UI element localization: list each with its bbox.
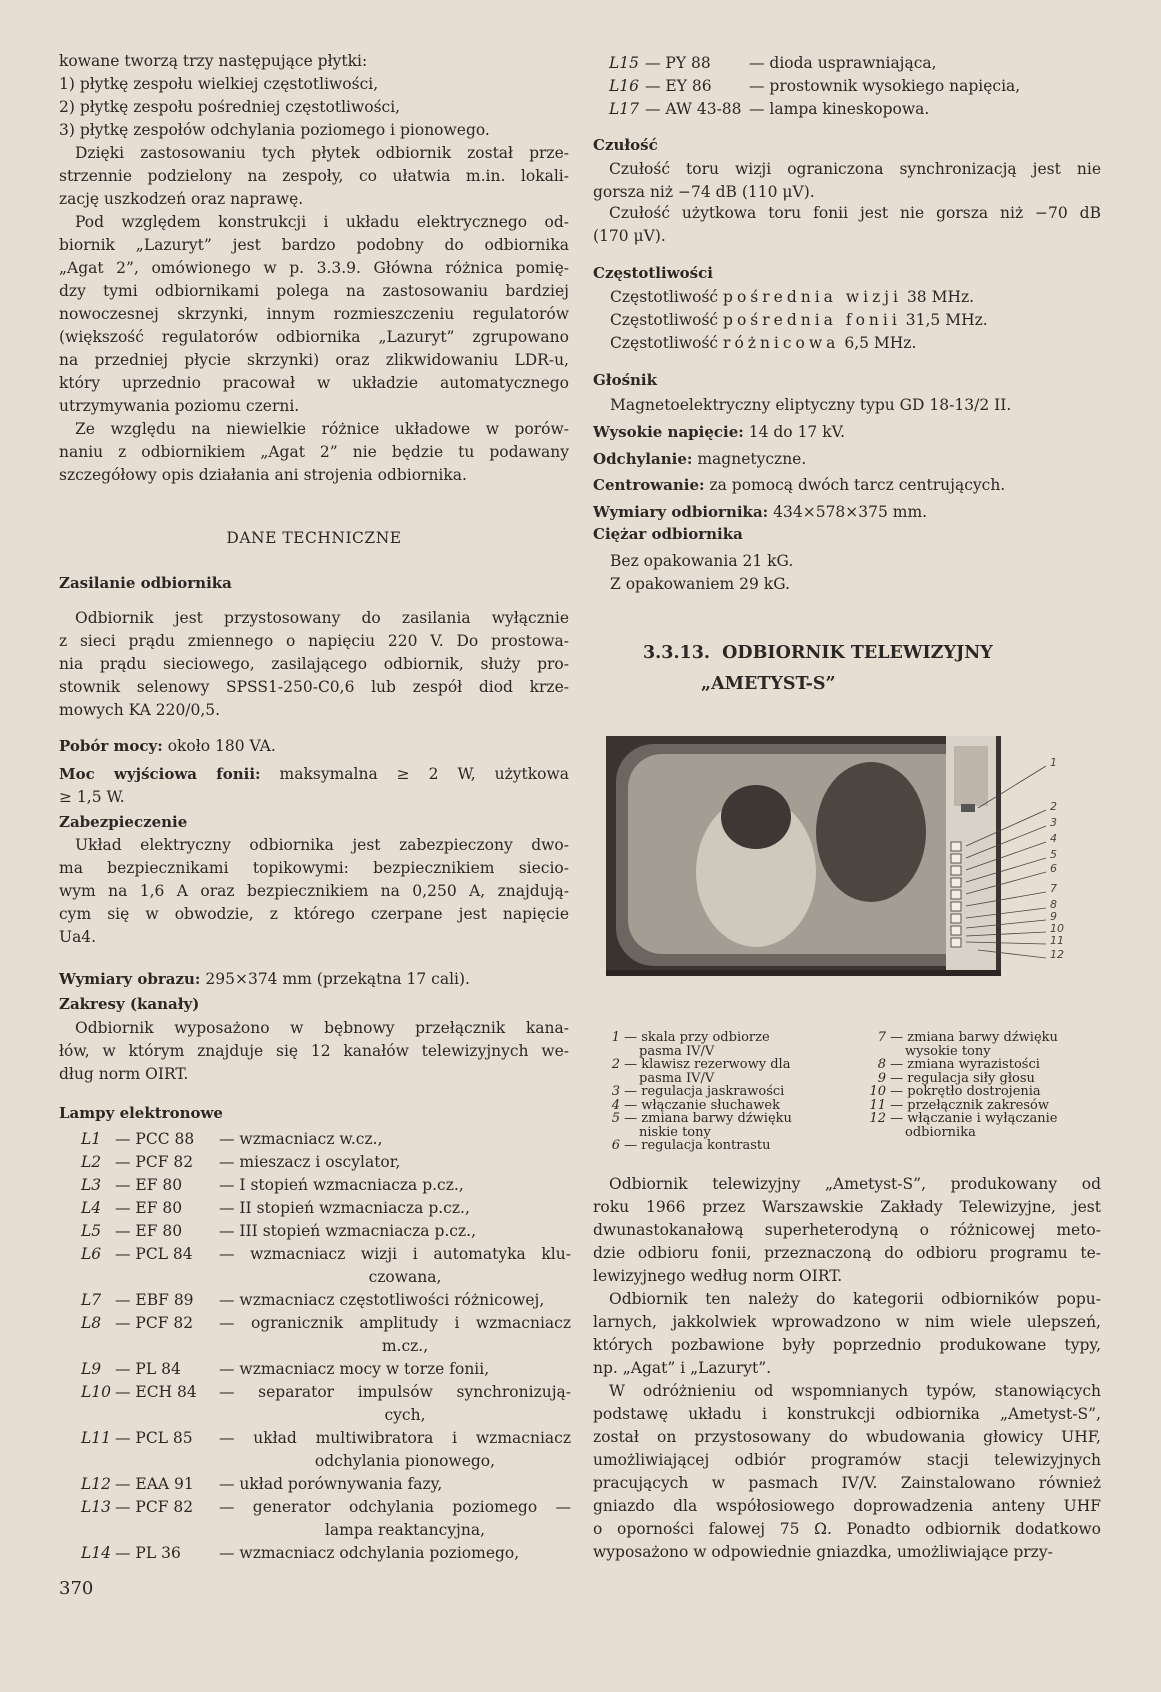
callout-number: 12 [1050, 948, 1064, 961]
caption-item [598, 1126, 853, 1140]
tv-illustration [606, 722, 1096, 984]
caption-number: 9 [877, 1070, 886, 1086]
caption-item: 4 — włączanie słuchawek [598, 1099, 853, 1113]
caption-right [864, 1031, 1104, 1139]
spec-item [593, 446, 1005, 473]
text-line: wym na 1,6 A oraz bezpiecznikiem na 0,250 A, znajdują- [59, 882, 569, 900]
value: 6,5 MHz. [839, 334, 917, 352]
tube-type: — EY 86 [645, 77, 712, 95]
caption-item: 3 — regulacja jaskrawości [598, 1085, 853, 1099]
text-line: Odbiornik wyposażono w bębnowy przełącznik kana- [75, 1019, 569, 1037]
tube-row [81, 1266, 571, 1289]
caption-text: regulacja kontrastu [641, 1138, 771, 1153]
tube-list [81, 1128, 571, 1565]
tube-type: — PCL 84 [115, 1245, 193, 1263]
tube-function: cych, [384, 1406, 426, 1424]
chapter-heading [643, 638, 993, 700]
text-line: których pozbawione były poprzednio produkowane typy, [593, 1336, 1101, 1354]
text-line: pracujących w pasmach IV/V. Zainstalowano również [593, 1474, 1101, 1492]
tube-row [81, 1427, 571, 1450]
text-line: lewizyjnego według norm OIRT. [593, 1267, 843, 1285]
paragraph [593, 1173, 1101, 1288]
tube-designation: L2 [81, 1153, 102, 1171]
tube-type: — EBF 89 [115, 1291, 194, 1309]
tube-type: — ECH 84 [115, 1383, 197, 1401]
caption-number: 1 [611, 1030, 620, 1045]
text-line: strzennie podzielony na zespoły, co ułatwia m.in. lokali- [59, 167, 569, 185]
text-line: kowane tworzą trzy następujące płytki: [59, 52, 368, 70]
tube-function: — dioda usprawniająca, [749, 54, 937, 72]
heading-zasilanie: Zasilanie odbiornika [59, 574, 232, 592]
tube-function: — separator impulsów synchronizują- [219, 1383, 571, 1401]
caption-text: włączanie słuchawek [641, 1097, 780, 1113]
tube-type: — EF 80 [115, 1222, 183, 1240]
text-line: szczegółowy opis działania ani strojenia odbiornika. [59, 466, 467, 484]
text-line: naniu z odbiornikiem „Agat 2” nie będzie tu podawany [59, 443, 569, 461]
text-line: Dzięki zastosowaniu tych płytek odbiornik został prze- [75, 144, 569, 162]
paragraph [59, 418, 569, 487]
text-line: z sieci prądu zmiennego o napięciu 220 V. Do prostowa- [59, 632, 569, 650]
spec-label: Wysokie napięcie: [593, 423, 744, 441]
text-line: utrzymywania poziomu czerni. [59, 397, 300, 415]
caption-text: skala przy odbiorze [641, 1030, 770, 1045]
tube-type: — PCF 82 [115, 1498, 194, 1516]
caption-item [864, 1045, 1104, 1059]
caption-item: 11 — przełącznik zakresów [864, 1099, 1104, 1113]
tube-function: — I stopień wzmacniacza p.cz., [219, 1176, 464, 1194]
caption-item: 12 — włączanie i wyłączanie [864, 1112, 1104, 1126]
text-line: został on przystosowany do wbudowania głowicy UHF, [593, 1428, 1101, 1446]
text-line: łów, w którym znajduje się 12 kanałów telewizyjnych we- [59, 1042, 569, 1060]
tube-row [81, 1519, 571, 1542]
tube-function: — II stopień wzmacniacza p.cz., [219, 1199, 470, 1217]
tube-row [81, 1312, 571, 1335]
spec-label: Pobór mocy: [59, 737, 163, 755]
caption-text: przełącznik zakresów [907, 1097, 1049, 1113]
spec-value: 295×374 mm (przekątna 17 cali). [200, 970, 470, 988]
caption-item: 5 — zmiana barwy dźwięku [598, 1112, 853, 1126]
callout-number: 7 [1050, 882, 1057, 895]
spec-item [593, 499, 1005, 526]
caption-number: 10 [869, 1084, 886, 1099]
paragraph [593, 1288, 1101, 1380]
caption-number: 3 [611, 1084, 620, 1099]
label: Częstotliwość [610, 311, 724, 329]
spec-value: magnetyczne. [692, 449, 807, 468]
caption-text: zmiana barwy dźwięku [907, 1030, 1058, 1045]
tube-designation: L13 [81, 1498, 112, 1516]
tube-designation: L5 [81, 1222, 102, 1240]
callout-number: 8 [1050, 898, 1057, 911]
paragraph [59, 142, 569, 211]
frequency-list [610, 286, 988, 355]
tube-row [81, 1197, 571, 1220]
tube-type: — PL 84 [115, 1360, 181, 1378]
tube-designation: L10 [81, 1383, 112, 1401]
caption-text: pokrętło dostrojenia [907, 1084, 1041, 1099]
heading-ciezar: Ciężar odbiornika [593, 525, 743, 543]
spec-value: około 180 VA. [162, 737, 276, 755]
tube-function: — wzmacniacz częstotliwości różnicowej, [219, 1291, 545, 1309]
tube-list-continued [609, 52, 1099, 121]
tube-type: — PCF 82 [115, 1153, 194, 1171]
tube-designation: L14 [81, 1544, 112, 1562]
text-line: larnych, jakkolwiek wprowadzono w nim wiele ulepszeń, [593, 1313, 1101, 1331]
tube-row [81, 1542, 571, 1565]
paragraph [59, 211, 569, 418]
heading-line1: ODBIORNIK TELEWIZYJNY [722, 643, 993, 663]
caption-number: 11 [869, 1097, 886, 1113]
heading-number: 3.3.13. [643, 643, 710, 663]
caption-item: 9 — regulacja siły głosu [864, 1072, 1104, 1086]
caption-item: 7 — zmiana barwy dźwięku [864, 1031, 1104, 1045]
heading-glosnik: Głośnik [593, 371, 658, 389]
text-line: wyposażono w odpowiednie gniazdka, umożliwiające przy- [593, 1543, 1053, 1561]
text-line: dzie odbioru fonii, przeznaczoną do odbioru programu te- [593, 1244, 1101, 1262]
text-line: 1) płytkę zespołu wielkiej częstotliwości, [59, 75, 379, 93]
caption-item: 2 — klawisz rezerwowy dla [598, 1058, 853, 1072]
frequency-item [610, 332, 988, 355]
tube-type: — PY 88 [645, 54, 711, 72]
tube-function: — lampa kineskopowa. [749, 100, 930, 118]
speaker-spec: Magnetoelektryczny eliptyczny typu GD 18-13/2 II. [610, 396, 1012, 414]
caption-number: 6 [611, 1138, 620, 1153]
tube-designation: L15 [609, 54, 640, 72]
callout-number: 2 [1050, 800, 1057, 813]
spec-item [593, 419, 1005, 446]
tube-type: — EAA 91 [115, 1475, 194, 1493]
caption-item: 8 — zmiana wyrazistości [864, 1058, 1104, 1072]
caption-text: pasma IV/V [639, 1043, 715, 1059]
text-line: Odbiornik ten należy do kategorii odbiorników popu- [609, 1290, 1101, 1308]
tube-function: lampa reaktancyjna, [324, 1521, 486, 1539]
tube-designation: L7 [81, 1291, 102, 1309]
text-line: dług norm OIRT. [59, 1065, 189, 1083]
tube-type: — PL 36 [115, 1544, 181, 1562]
text-line: który uprzednio pracował w układzie automatycznego [59, 374, 569, 392]
caption-number: 8 [877, 1057, 886, 1072]
tube-designation: L3 [81, 1176, 102, 1194]
tube-row [81, 1404, 571, 1427]
spec-label: Centrowanie: [593, 476, 705, 494]
heading-zabezpieczenie: Zabezpieczenie [59, 813, 188, 831]
text-line: Pod względem konstrukcji i układu elektrycznego od- [75, 213, 569, 231]
text-line: stownik selenowy SPSS1-250-C0,6 lub zespół diod krze- [59, 678, 569, 696]
spec-value: 14 do 17 kV. [743, 423, 846, 441]
section-title: DANE TECHNICZNE [226, 529, 402, 547]
spec-pobor [59, 735, 276, 758]
tube-function: odchylania pionowego, [314, 1452, 496, 1470]
caption-text: zmiana wyrazistości [907, 1057, 1040, 1072]
spec-moc [59, 763, 569, 809]
tv-photo [606, 722, 1096, 984]
text-line: umożliwiającej odbiór programów stacji telewizyjnych [593, 1451, 1101, 1469]
caption-text: wysokie tony [905, 1043, 991, 1059]
callout-number: 9 [1050, 910, 1057, 923]
control-buttons [951, 842, 961, 947]
frequency-item [610, 309, 988, 332]
tube-function: — ogranicznik amplitudy i wzmacniacz [219, 1314, 571, 1332]
text-line: roku 1966 przez Warszawskie Zakłady Telewizyjne, jest [593, 1198, 1101, 1216]
caption-text: zmiana barwy dźwięku [641, 1111, 792, 1126]
tube-designation: L17 [609, 100, 640, 118]
paragraph [593, 1380, 1101, 1564]
spaced-label: pośrednia wizji [723, 288, 903, 306]
tube-function: — wzmacniacz odchylania poziomego, [219, 1544, 520, 1562]
caption-text: niskie tony [639, 1124, 711, 1140]
caption-text: klawisz rezerwowy dla [641, 1057, 791, 1072]
paragraph [59, 834, 569, 949]
spec-value: ≥ 1,5 W. [59, 788, 125, 806]
text-line: 2) płytkę zespołu pośredniej częstotliwości, [59, 98, 401, 116]
callout-number: 4 [1050, 832, 1057, 845]
frequency-item [610, 286, 988, 309]
tube-function: — wzmacniacz mocy w torze fonii, [219, 1360, 490, 1378]
caption-item: 1 — skala przy odbiorze [598, 1031, 853, 1045]
tube-row [81, 1128, 571, 1151]
tube-type: — EF 80 [115, 1199, 183, 1217]
text-line: na przedniej płycie skrzynki) oraz zlikwidowaniu LDR-u, [59, 351, 569, 369]
callout-number: 6 [1050, 862, 1057, 875]
spaced-label: różnicowa [723, 334, 840, 352]
value: 31,5 MHz. [900, 311, 988, 329]
tube-function: — układ porównywania fazy, [219, 1475, 443, 1493]
speaker-grille [954, 746, 988, 806]
tube-designation: L8 [81, 1314, 102, 1332]
tube-function: — wzmacniacz w.cz., [219, 1130, 383, 1148]
caption-text: regulacja siły głosu [907, 1070, 1035, 1086]
tube-designation: L4 [81, 1199, 102, 1217]
text-line: Układ elektryczny odbiornika jest zabezpieczony dwo- [75, 836, 569, 854]
caption-number: 7 [877, 1030, 886, 1045]
page-number: 370 [59, 1578, 94, 1599]
text-line: Bez opakowania 21 kG. [610, 552, 794, 570]
spaced-label: pośrednia fonii [723, 311, 901, 329]
spec-wymiary-obrazu [59, 968, 470, 991]
caption-number: 4 [611, 1097, 620, 1113]
caption-text: regulacja jaskrawości [641, 1084, 785, 1099]
paragraph [59, 1017, 569, 1086]
heading-line2: „AMETYST-S” [701, 674, 836, 694]
caption-item [864, 1126, 1104, 1140]
tube-row [81, 1220, 571, 1243]
tube-designation: L16 [609, 77, 640, 95]
text-line: W odróżnieniu od wspomnianych typów, stanowiących [609, 1382, 1101, 1400]
text-line: Z opakowaniem 29 kG. [610, 575, 790, 593]
text-line: „Agat 2”, omówionego w p. 3.3.9. Główna różnica pomię- [59, 259, 569, 277]
spec-value: 434×578×375 mm. [768, 502, 928, 521]
tube-designation: L11 [81, 1429, 112, 1447]
heading-czulosc: Czułość [593, 136, 658, 154]
caption-text: włączanie i wyłączanie [907, 1111, 1058, 1126]
tube-row [81, 1243, 571, 1266]
text-line: cym się w obwodzie, z którego czerpane jest napięcie [59, 905, 569, 923]
text-line: 3) płytkę zespołów odchylania poziomego i pionowego. [59, 121, 490, 139]
label: Częstotliwość [610, 288, 724, 306]
caption-number: 2 [611, 1057, 620, 1072]
tube-type: — PCC 88 [115, 1130, 195, 1148]
weight-list [610, 550, 793, 596]
tube-designation: L6 [81, 1245, 102, 1263]
tube-row [609, 98, 1099, 121]
spec-list [593, 419, 1005, 525]
text-line: dzy tymi odbiornikami polega na zastosowaniu bardziej [59, 282, 569, 300]
value: 38 MHz. [902, 288, 975, 306]
text-line: (większość regulatorów odbiornika „Lazuryt” zgrupowano [59, 328, 569, 346]
text-line: dwunastokanałową superheterodyną o różnicowej meto- [593, 1221, 1101, 1239]
caption-number: 12 [869, 1111, 886, 1126]
caption-text: pasma IV/V [639, 1070, 715, 1086]
tube-row [81, 1450, 571, 1473]
tube-row [609, 52, 1099, 75]
tube-type: — PCL 85 [115, 1429, 193, 1447]
tube-row [81, 1473, 571, 1496]
caption-text: odbiornika [905, 1124, 976, 1140]
text-line: (170 μV). [593, 227, 666, 245]
intro-list [59, 50, 569, 142]
tube-function: — prostownik wysokiego napięcia, [749, 77, 1021, 95]
paragraph [593, 202, 1101, 248]
caption-item [598, 1045, 853, 1059]
text-line: podstawę układu i konstrukcji odbiornika „Ametyst-S”, [593, 1405, 1101, 1423]
text-line: mowych KA 220/0,5. [59, 701, 221, 719]
spec-value: za pomocą dwóch tarcz centrujących. [704, 476, 1006, 494]
spec-label: Wymiary obrazu: [59, 970, 201, 988]
text-line: ma bezpiecznikami topikowymi: bezpiecznikiem siecio- [59, 859, 569, 877]
tube-row [81, 1151, 571, 1174]
tube-type: — EF 80 [115, 1176, 183, 1194]
tube-row [81, 1358, 571, 1381]
text-line: Czułość użytkowa toru fonii jest nie gorsza niż −70 dB [609, 204, 1101, 222]
text-line: gniazdo dla współosiowego doprowadzenia anteny UHF [593, 1497, 1101, 1515]
text-line: Ze względu na niewielkie różnice układowe w porów- [75, 420, 569, 438]
tube-designation: L9 [81, 1360, 102, 1378]
text-line: gorsza niż −74 dB (110 μV). [593, 183, 815, 201]
heading-lampy: Lampy elektronowe [59, 1104, 223, 1122]
label: Częstotliwość [610, 334, 724, 352]
text-line: np. „Agat” i „Lazuryt”. [593, 1359, 772, 1377]
tube-row [81, 1496, 571, 1519]
heading-czestotliwosci: Częstotliwości [593, 264, 713, 282]
spec-item [593, 472, 1005, 499]
callout-number: 10 [1050, 922, 1064, 935]
tube-designation: L1 [81, 1130, 102, 1148]
spec-label: Wymiary odbiornika: [593, 502, 769, 521]
text-line: Czułość toru wizji ograniczona synchronizacją jest nie [609, 160, 1101, 178]
tube-designation: L12 [81, 1475, 112, 1493]
text-line: nowoczesnej skrzynki, innym rozmieszczeniu regulatorów [59, 305, 569, 323]
text-line: Odbiornik telewizyjny „Ametyst-S”, produkowany od [609, 1175, 1101, 1193]
tube-type: — AW 43-88 [645, 100, 742, 118]
tube-row [81, 1289, 571, 1312]
tube-row [81, 1335, 571, 1358]
tube-type: — PCF 82 [115, 1314, 194, 1332]
heading-zakresy: Zakresy (kanały) [59, 995, 200, 1013]
text-line: Ua4. [59, 928, 97, 946]
callout-number: 11 [1050, 934, 1064, 947]
caption-number: 5 [611, 1111, 620, 1126]
caption-item [598, 1072, 853, 1086]
text-line: Odbiornik jest przystosowany do zasilania wyłącznie [75, 609, 569, 627]
tube-row [81, 1381, 571, 1404]
tube-function: — generator odchylania poziomego — [219, 1498, 571, 1516]
tube-function: m.cz., [381, 1337, 429, 1355]
paragraph [59, 607, 569, 722]
caption-left [598, 1031, 853, 1153]
text-line: o oporności falowej 75 Ω. Ponadto odbiornik dodatkowo [593, 1520, 1101, 1538]
callout-number: 3 [1050, 816, 1057, 829]
spec-label: Odchylanie: [593, 449, 693, 468]
tube-row [81, 1174, 571, 1197]
tube-function: — układ multiwibratora i wzmacniacz [219, 1429, 571, 1447]
text-line: biornik „Lazuryt” jest bardzo podobny do odbiornika [59, 236, 569, 254]
tube-function: — III stopień wzmacniacza p.cz., [219, 1222, 476, 1240]
text-line: nia prądu sieciowego, zasilającego odbiornik, służy pro- [59, 655, 569, 673]
callout-number: 5 [1050, 848, 1057, 861]
caption-item: 6 — regulacja kontrastu [598, 1139, 853, 1153]
tube-function: — mieszacz i oscylator, [219, 1153, 401, 1171]
caption-item: 10 — pokrętło dostrojenia [864, 1085, 1104, 1099]
tube-row [609, 75, 1099, 98]
spec-label: Moc wyjściowa fonii: [59, 765, 261, 783]
text-line: zację uszkodzeń oraz naprawę. [59, 190, 304, 208]
paragraph [593, 158, 1101, 204]
tube-function: — wzmacniacz wizji i automatyka klu- [219, 1245, 571, 1263]
spec-value: maksymalna ≥ 2 W, użytkowa [260, 765, 569, 783]
tube-function: czowana, [368, 1268, 442, 1286]
callout-number: 1 [1050, 756, 1057, 769]
